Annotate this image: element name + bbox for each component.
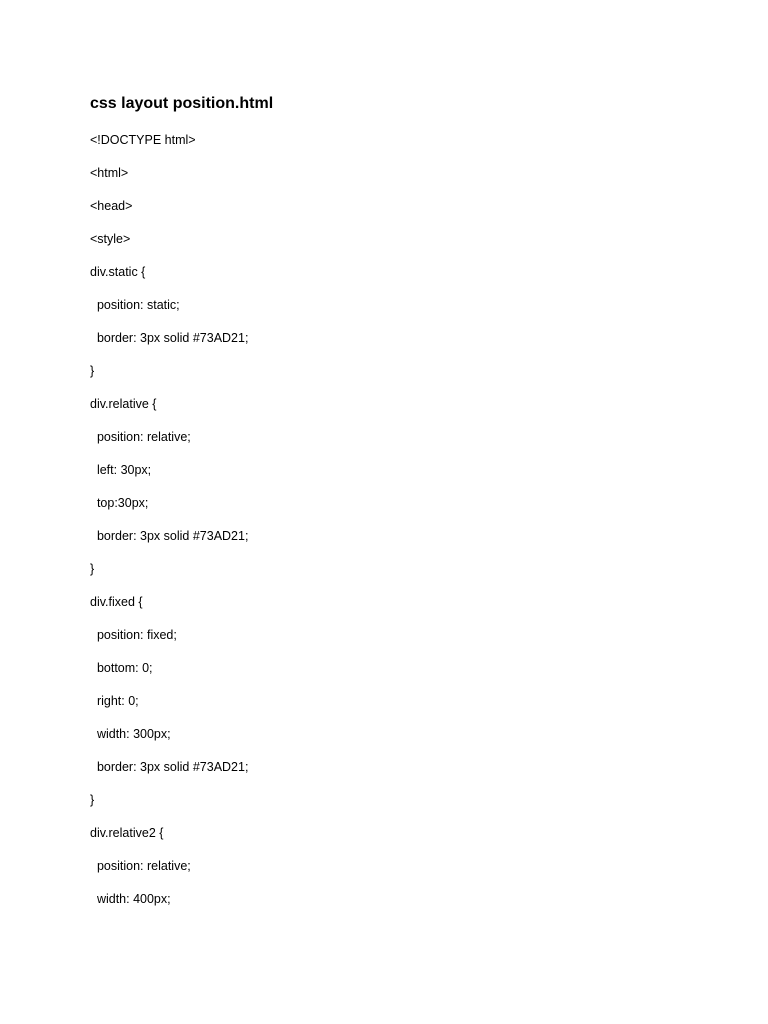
code-line: <!DOCTYPE html> (90, 133, 196, 147)
code-line: div.relative2 { (90, 826, 164, 840)
code-line: position: relative; (90, 859, 191, 873)
code-line: } (90, 364, 95, 378)
document-title: css layout position.html (90, 95, 274, 112)
code-line: bottom: 0; (90, 661, 153, 675)
code-line: <head> (90, 199, 133, 213)
code-line: } (90, 562, 95, 576)
code-line: border: 3px solid #73AD21; (90, 760, 249, 774)
code-line: top:30px; (90, 496, 149, 510)
code-line: position: relative; (90, 430, 191, 444)
code-line: right: 0; (90, 694, 139, 708)
code-line: } (90, 793, 95, 807)
code-line: position: static; (90, 298, 180, 312)
code-line: position: fixed; (90, 628, 177, 642)
code-line: <style> (90, 232, 131, 246)
code-listing (90, 130, 248, 922)
code-line: div.static { (90, 265, 146, 279)
code-line: width: 300px; (90, 727, 171, 741)
code-line: border: 3px solid #73AD21; (90, 529, 249, 543)
code-line: div.fixed { (90, 595, 143, 609)
code-line: width: 400px; (90, 892, 171, 906)
code-line: border: 3px solid #73AD21; (90, 331, 249, 345)
code-line: div.relative { (90, 397, 157, 411)
code-line: <html> (90, 166, 129, 180)
code-line: left: 30px; (90, 463, 152, 477)
